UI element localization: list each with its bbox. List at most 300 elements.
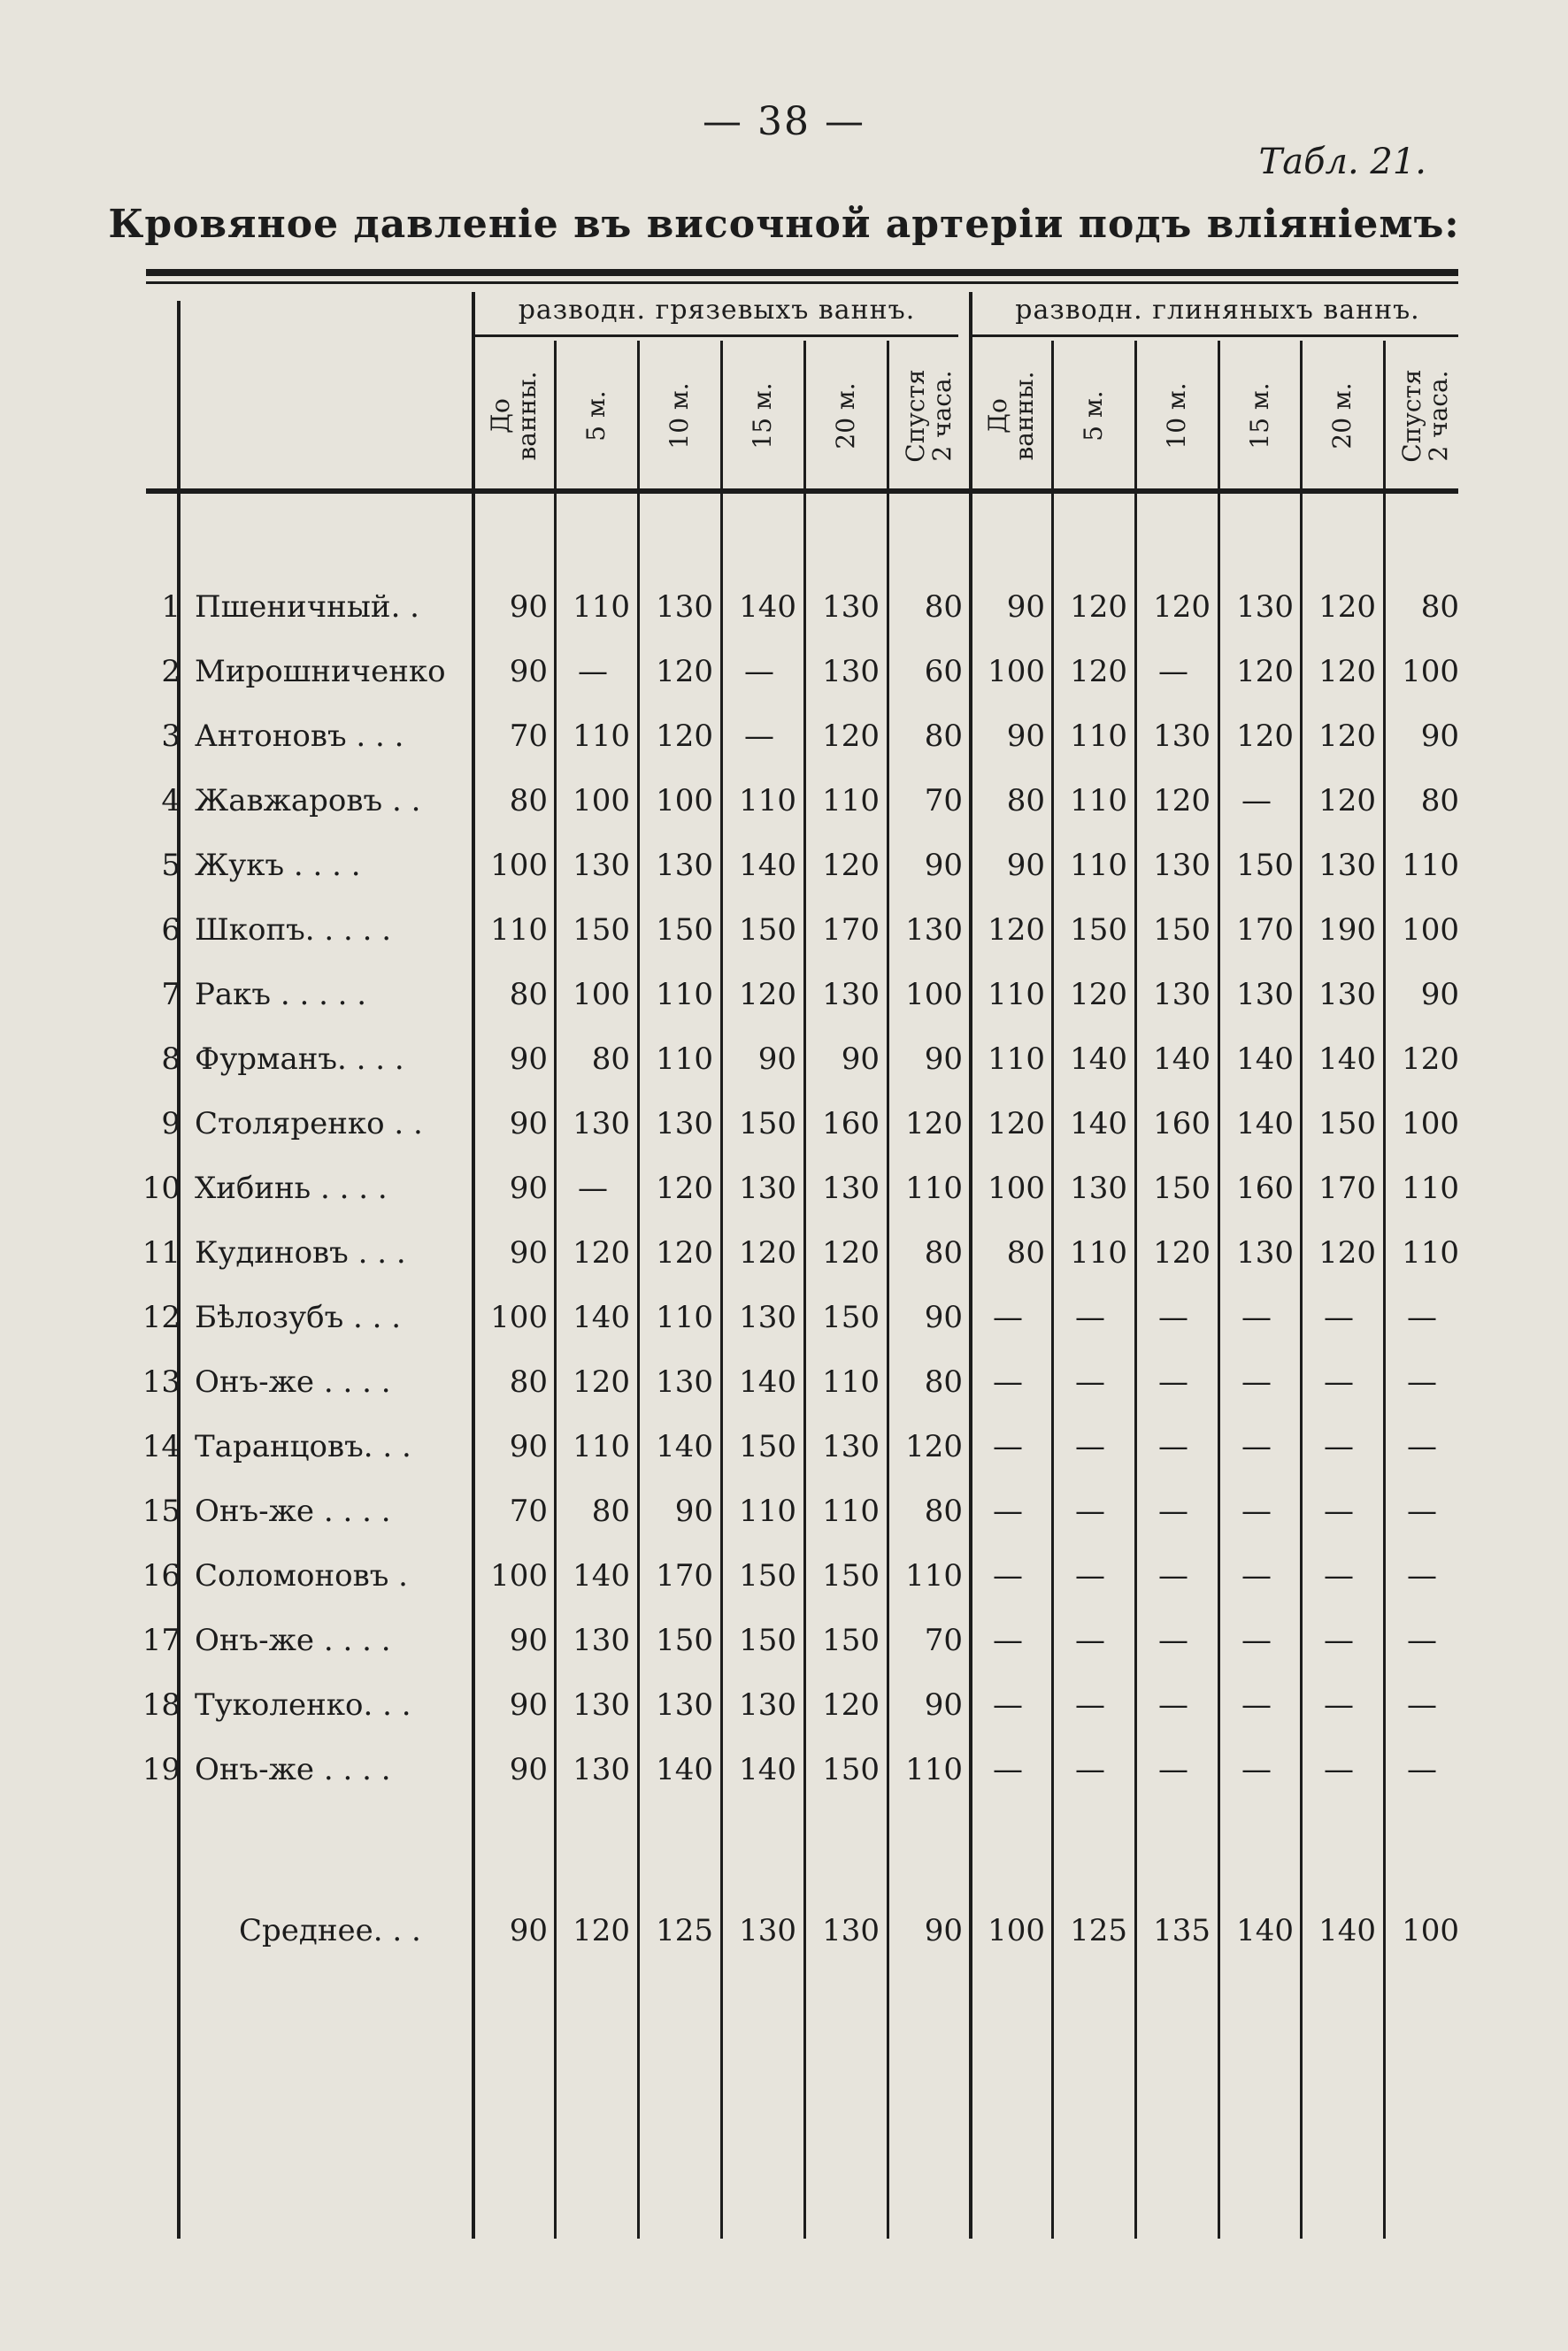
column-header-label: До ванны.: [983, 371, 1039, 461]
table-cell: —: [1324, 1687, 1354, 1723]
patient-name: Онъ-же . . . .: [195, 1752, 391, 1787]
column-header: [1136, 345, 1218, 487]
patient-name: Хибинь . . . .: [195, 1171, 388, 1206]
table-cell: —: [993, 1494, 1023, 1529]
table-cell: —: [578, 1171, 608, 1206]
patient-name: Туколенко. . .: [195, 1687, 411, 1723]
page-number: — 38 —: [703, 99, 865, 144]
table-cell: 150: [1236, 848, 1294, 883]
column-header: [971, 345, 1052, 487]
table-cell: 130: [656, 848, 713, 883]
table-cell: 90: [509, 654, 548, 689]
patient-name: Ракъ . . . . .: [195, 977, 367, 1012]
table-cell: 70: [509, 1494, 548, 1529]
table-cell: 100: [988, 1171, 1045, 1206]
table-cell: 110: [905, 1752, 963, 1787]
table-cell: 140: [1153, 1041, 1211, 1077]
column-header-label: 20 м.: [831, 382, 860, 449]
table-cell: 130: [656, 1364, 713, 1400]
table-row: [0, 1479, 1568, 1544]
table-cell: 140: [656, 1429, 713, 1464]
table-cell: 120: [1318, 1235, 1376, 1271]
table-cell: 120: [1318, 783, 1376, 818]
table-cell: 100: [573, 783, 630, 818]
table-cell: —: [1241, 1687, 1272, 1723]
table-cell: 90: [924, 848, 963, 883]
patient-name: Мирошниченко: [195, 654, 446, 689]
table-cell: 150: [573, 912, 630, 948]
table-cell: 130: [822, 1913, 880, 1948]
table-cell: 130: [739, 1913, 796, 1948]
table-cell: 140: [1236, 1106, 1294, 1141]
table-cell: 130: [1318, 977, 1376, 1012]
mean-row: [0, 1899, 1568, 1963]
table-row: [0, 1027, 1568, 1092]
table-row: [0, 1156, 1568, 1221]
table-cell: 120: [656, 1171, 713, 1206]
table-cell: 130: [822, 977, 880, 1012]
row-number: 18: [142, 1687, 181, 1723]
table-cell: 150: [822, 1623, 880, 1658]
table-cell: —: [993, 1687, 1023, 1723]
group-underline-clay: [971, 334, 1458, 337]
table-cell: —: [1075, 1558, 1105, 1594]
table-cell: 70: [509, 718, 548, 754]
table-cell: 80: [509, 977, 548, 1012]
table-cell: 170: [822, 912, 880, 948]
table-cell: 130: [1236, 977, 1294, 1012]
table-cell: 120: [1153, 589, 1211, 625]
patient-name: Фурманъ. . . .: [195, 1041, 404, 1077]
table-cell: 120: [905, 1106, 963, 1141]
table-cell: 120: [988, 1106, 1045, 1141]
table-cell: —: [1407, 1494, 1437, 1529]
table-title: Кровяное давленіе въ височной артеріи подъ вліяніемъ:: [108, 202, 1460, 247]
table-cell: 120: [822, 718, 880, 754]
table-row: [0, 898, 1568, 963]
table-cell: 120: [1070, 589, 1127, 625]
table-cell: 120: [573, 1364, 630, 1400]
table-cell: 80: [924, 718, 963, 754]
table-cell: —: [993, 1429, 1023, 1464]
table-cell: 130: [573, 848, 630, 883]
table-cell: 90: [509, 1106, 548, 1141]
table-cell: 90: [757, 1041, 796, 1077]
table-cell: —: [1407, 1558, 1437, 1594]
table-cell: 160: [822, 1106, 880, 1141]
table-cell: 130: [822, 589, 880, 625]
table-cell: 110: [1070, 1235, 1127, 1271]
row-number: 6: [161, 912, 181, 948]
table-cell: —: [1324, 1300, 1354, 1335]
table-cell: 130: [739, 1300, 796, 1335]
table-cell: 130: [1070, 1171, 1127, 1206]
table-cell: 130: [822, 654, 880, 689]
group-header-mud-baths: разводн. грязевыхъ ваннъ.: [518, 295, 916, 326]
table-cell: 110: [1402, 1235, 1459, 1271]
table-cell: 150: [1070, 912, 1127, 948]
table-cell: 120: [1070, 977, 1127, 1012]
table-cell: —: [1158, 1429, 1188, 1464]
table-cell: 120: [822, 1687, 880, 1723]
table-cell: 80: [509, 783, 548, 818]
table-cell: 135: [1153, 1913, 1211, 1948]
table-row: [0, 1609, 1568, 1673]
table-cell: —: [1241, 1623, 1272, 1658]
table-cell: 140: [656, 1752, 713, 1787]
table-cell: —: [1407, 1623, 1437, 1658]
column-header-label: 10 м.: [665, 382, 694, 449]
table-cell: 90: [509, 1687, 548, 1723]
table-cell: 80: [591, 1494, 630, 1529]
table-cell: 140: [573, 1558, 630, 1594]
row-number: 17: [142, 1623, 181, 1658]
table-cell: 120: [1153, 783, 1211, 818]
table-cell: 80: [1006, 1235, 1045, 1271]
table-cell: 130: [656, 1687, 713, 1723]
table-cell: 90: [509, 589, 548, 625]
table-cell: 90: [1006, 589, 1045, 625]
table-cell: 130: [656, 1106, 713, 1141]
table-cell: 90: [1006, 848, 1045, 883]
table-cell: 100: [905, 977, 963, 1012]
table-cell: 130: [822, 1429, 880, 1464]
table-cell: 110: [573, 718, 630, 754]
table-cell: —: [1407, 1364, 1437, 1400]
table-cell: 110: [905, 1558, 963, 1594]
table-cell: —: [1324, 1429, 1354, 1464]
column-header-label: 5 м.: [581, 390, 611, 442]
table-cell: 130: [739, 1687, 796, 1723]
top-rule-thin: [146, 281, 1458, 284]
table-cell: 100: [1402, 912, 1459, 948]
table-cell: —: [1075, 1300, 1105, 1335]
table-cell: 140: [739, 848, 796, 883]
table-cell: —: [1241, 1494, 1272, 1529]
row-number: 13: [142, 1364, 181, 1400]
table-cell: 120: [656, 718, 713, 754]
row-number: 5: [161, 848, 181, 883]
table-cell: —: [744, 718, 774, 754]
table-cell: —: [1241, 1364, 1272, 1400]
table-label: Табл. 21.: [1258, 142, 1426, 182]
table-cell: 170: [1318, 1171, 1376, 1206]
table-cell: 130: [656, 589, 713, 625]
header-bottom-rule: [146, 488, 1458, 494]
table-cell: 90: [509, 1752, 548, 1787]
patient-name: Пшеничный. .: [195, 589, 419, 625]
patient-name: Онъ-же . . . .: [195, 1494, 391, 1529]
column-header: [556, 345, 637, 487]
table-row: [0, 1092, 1568, 1156]
table-cell: 80: [924, 1235, 963, 1271]
column-header: [805, 345, 887, 487]
table-cell: —: [993, 1623, 1023, 1658]
column-header: [722, 345, 803, 487]
table-cell: 110: [490, 912, 548, 948]
column-header-label: Спустя 2 часа.: [1397, 369, 1453, 463]
table-cell: 100: [490, 1558, 548, 1594]
table-cell: —: [1075, 1687, 1105, 1723]
table-cell: 110: [1070, 718, 1127, 754]
column-header: [1385, 345, 1466, 487]
table-cell: 100: [656, 783, 713, 818]
table-cell: 110: [905, 1171, 963, 1206]
table-cell: 130: [573, 1106, 630, 1141]
table-cell: 120: [1153, 1235, 1211, 1271]
group-header-clay-baths: разводн. глиняныхъ ваннъ.: [1015, 295, 1420, 326]
table-cell: —: [993, 1752, 1023, 1787]
table-cell: 120: [1318, 718, 1376, 754]
table-cell: 130: [573, 1623, 630, 1658]
row-number: 15: [142, 1494, 181, 1529]
column-header-label: 15 м.: [748, 382, 777, 449]
table-cell: 160: [1153, 1106, 1211, 1141]
table-cell: 90: [509, 1429, 548, 1464]
table-row: [0, 963, 1568, 1027]
table-cell: —: [1324, 1494, 1354, 1529]
patient-name: Таранцовъ. . .: [195, 1429, 411, 1464]
table-cell: 90: [674, 1494, 713, 1529]
table-cell: 130: [1153, 977, 1211, 1012]
table-cell: 120: [1236, 718, 1294, 754]
table-cell: 150: [656, 912, 713, 948]
table-cell: —: [1241, 1558, 1272, 1594]
table-cell: 110: [1402, 1171, 1459, 1206]
table-cell: —: [1407, 1687, 1437, 1723]
row-number: 3: [161, 718, 181, 754]
table-cell: 120: [739, 1235, 796, 1271]
table-cell: 110: [656, 1041, 713, 1077]
table-cell: 130: [573, 1752, 630, 1787]
table-cell: —: [1324, 1558, 1354, 1594]
table-cell: 120: [1318, 654, 1376, 689]
table-cell: —: [1075, 1752, 1105, 1787]
group-underline-mud: [473, 334, 958, 337]
table-cell: 190: [1318, 912, 1376, 948]
table-cell: 120: [1070, 654, 1127, 689]
table-cell: 130: [1153, 848, 1211, 883]
table-cell: 125: [1070, 1913, 1127, 1948]
column-header-label: До ванны.: [486, 371, 542, 461]
table-cell: 170: [656, 1558, 713, 1594]
table-cell: 90: [509, 1623, 548, 1658]
table-cell: 130: [822, 1171, 880, 1206]
table-row: [0, 769, 1568, 834]
table-cell: 130: [1318, 848, 1376, 883]
table-cell: 90: [924, 1041, 963, 1077]
table-cell: 140: [1236, 1041, 1294, 1077]
patient-name: Столяренко . .: [195, 1106, 423, 1141]
table-cell: 140: [739, 589, 796, 625]
table-cell: 110: [656, 977, 713, 1012]
table-cell: 150: [822, 1558, 880, 1594]
table-cell: 100: [1402, 1913, 1459, 1948]
table-cell: 150: [739, 1558, 796, 1594]
table-cell: 110: [739, 783, 796, 818]
table-cell: 140: [1236, 1913, 1294, 1948]
table-cell: 140: [1318, 1913, 1376, 1948]
table-cell: 150: [1153, 912, 1211, 948]
table-cell: 120: [656, 654, 713, 689]
table-cell: 140: [1318, 1041, 1376, 1077]
table-cell: —: [1158, 1687, 1188, 1723]
table-cell: 120: [739, 977, 796, 1012]
table-cell: —: [1324, 1623, 1354, 1658]
table-cell: 140: [1070, 1106, 1127, 1141]
table-cell: —: [1241, 1429, 1272, 1464]
row-number: 2: [161, 654, 181, 689]
column-header: [639, 345, 720, 487]
row-number: 8: [161, 1041, 181, 1077]
table-cell: —: [1241, 1752, 1272, 1787]
table-cell: 110: [1402, 848, 1459, 883]
table-cell: 80: [924, 1494, 963, 1529]
table-cell: 120: [573, 1913, 630, 1948]
table-cell: 110: [573, 1429, 630, 1464]
table-cell: 120: [573, 1235, 630, 1271]
column-header: [888, 345, 970, 487]
patient-name: Кудиновъ . . .: [195, 1235, 406, 1271]
table-cell: 150: [822, 1752, 880, 1787]
patient-name: Антоновъ . . .: [195, 718, 404, 754]
table-cell: 90: [509, 1041, 548, 1077]
table-cell: —: [1407, 1429, 1437, 1464]
table-cell: —: [1158, 1623, 1188, 1658]
column-header-label: Спустя 2 часа.: [901, 369, 957, 463]
table-cell: 170: [1236, 912, 1294, 948]
table-cell: 110: [988, 977, 1045, 1012]
table-cell: 80: [591, 1041, 630, 1077]
patient-name: Жукъ . . . .: [195, 848, 361, 883]
table-cell: —: [1158, 654, 1188, 689]
table-cell: —: [578, 654, 608, 689]
table-cell: 60: [924, 654, 963, 689]
row-number: 12: [142, 1300, 181, 1335]
table-cell: 90: [509, 1171, 548, 1206]
table-cell: 80: [924, 1364, 963, 1400]
table-cell: 120: [822, 1235, 880, 1271]
table-cell: 110: [573, 589, 630, 625]
table-row: [0, 704, 1568, 769]
table-cell: —: [1324, 1364, 1354, 1400]
table-row: [0, 1221, 1568, 1286]
table-cell: 130: [1236, 1235, 1294, 1271]
table-cell: —: [993, 1364, 1023, 1400]
patient-name: Жавжаровъ . .: [195, 783, 421, 818]
table-cell: 110: [739, 1494, 796, 1529]
table-cell: 70: [924, 1623, 963, 1658]
column-header: [1053, 345, 1134, 487]
table-cell: 110: [988, 1041, 1045, 1077]
table-row: [0, 1673, 1568, 1738]
table-cell: 120: [656, 1235, 713, 1271]
table-cell: 100: [988, 654, 1045, 689]
table-cell: 90: [509, 1235, 548, 1271]
table-cell: 120: [1318, 589, 1376, 625]
table-cell: 80: [924, 589, 963, 625]
table-cell: 110: [822, 1364, 880, 1400]
table-cell: 80: [1420, 589, 1459, 625]
mean-label: Среднее. . .: [239, 1913, 421, 1948]
table-cell: —: [1158, 1558, 1188, 1594]
table-cell: —: [1241, 783, 1272, 818]
patient-name: Онъ-же . . . .: [195, 1623, 391, 1658]
table-cell: —: [1075, 1494, 1105, 1529]
table-cell: 150: [656, 1623, 713, 1658]
table-cell: 150: [1318, 1106, 1376, 1141]
table-cell: —: [993, 1300, 1023, 1335]
table-row: [0, 640, 1568, 704]
table-cell: —: [1158, 1364, 1188, 1400]
table-cell: 120: [822, 848, 880, 883]
row-number: 16: [142, 1558, 181, 1594]
column-header: [1219, 345, 1301, 487]
table-cell: 90: [924, 1300, 963, 1335]
patient-name: Шкопъ. . . . .: [195, 912, 392, 948]
table-cell: —: [1075, 1623, 1105, 1658]
row-number: 14: [142, 1429, 181, 1464]
table-cell: 120: [1402, 1041, 1459, 1077]
row-number: 19: [142, 1752, 181, 1787]
column-header-label: 10 м.: [1162, 382, 1191, 449]
table-row: [0, 1544, 1568, 1609]
row-number: 9: [161, 1106, 181, 1141]
table-row: [0, 1350, 1568, 1415]
column-header-label: 20 м.: [1327, 382, 1357, 449]
table-cell: 110: [1070, 848, 1127, 883]
table-row: [0, 1415, 1568, 1479]
table-cell: 130: [1153, 718, 1211, 754]
row-number: 1: [161, 589, 181, 625]
column-header-label: 15 м.: [1245, 382, 1274, 449]
table-cell: 90: [1420, 977, 1459, 1012]
column-header: [473, 345, 555, 487]
table-cell: 150: [822, 1300, 880, 1335]
table-cell: 90: [1006, 718, 1045, 754]
table-cell: —: [744, 654, 774, 689]
table-cell: 70: [924, 783, 963, 818]
table-cell: 90: [509, 1913, 548, 1948]
table-cell: —: [1075, 1364, 1105, 1400]
table-cell: 130: [573, 1687, 630, 1723]
table-cell: 120: [905, 1429, 963, 1464]
table-row: [0, 834, 1568, 898]
table-cell: 90: [924, 1687, 963, 1723]
table-cell: —: [1407, 1752, 1437, 1787]
table-row: [0, 1286, 1568, 1350]
table-cell: —: [1241, 1300, 1272, 1335]
table-cell: 150: [739, 1106, 796, 1141]
table-cell: —: [1158, 1752, 1188, 1787]
row-number: 10: [142, 1171, 181, 1206]
table-cell: 130: [739, 1171, 796, 1206]
table-cell: 110: [1070, 783, 1127, 818]
table-cell: —: [1075, 1429, 1105, 1464]
table-cell: 140: [739, 1364, 796, 1400]
table-cell: 110: [656, 1300, 713, 1335]
table-row: [0, 575, 1568, 640]
row-number: 11: [142, 1235, 181, 1271]
table-cell: 120: [988, 912, 1045, 948]
table-cell: 110: [822, 783, 880, 818]
table-cell: —: [993, 1558, 1023, 1594]
table-cell: 90: [1420, 718, 1459, 754]
table-cell: 100: [573, 977, 630, 1012]
table-cell: 130: [905, 912, 963, 948]
row-number: 7: [161, 977, 181, 1012]
table-cell: 80: [1006, 783, 1045, 818]
